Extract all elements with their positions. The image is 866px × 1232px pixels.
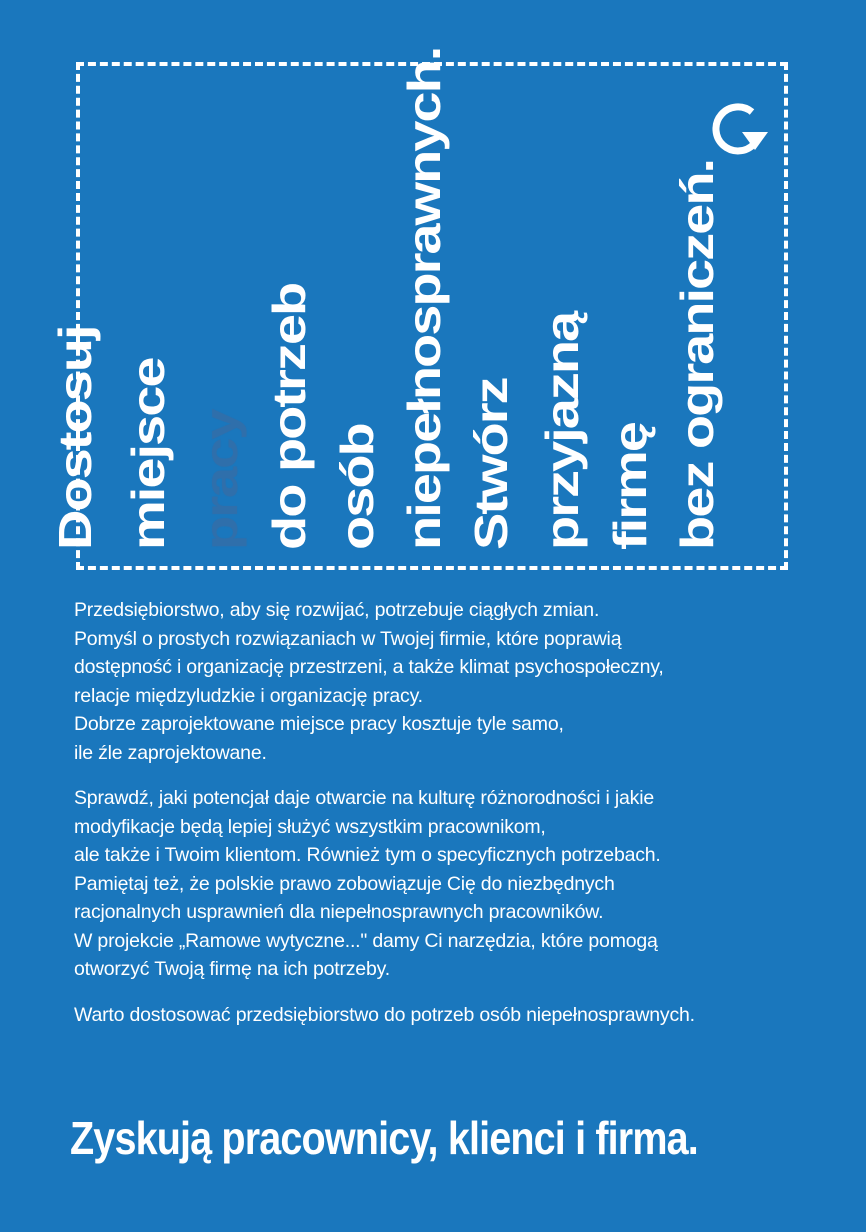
vertical-word-niepelnosprawnych: niepełnosprawnych. xyxy=(398,47,450,550)
vertical-word-osob: osób xyxy=(331,424,383,550)
text-line: Sprawdź, jaki potencjał daje otwarcie na kulturę różnorodności i jakie xyxy=(74,787,654,809)
paragraph-3 xyxy=(74,1001,834,1030)
text-line: relacje międzyludzkie i organizację pracy. xyxy=(74,684,423,707)
text-line: Pamiętaj też, że polskie prawo zobowiązuje Cię do niezbędnych xyxy=(74,872,615,895)
vertical-word-przyjazna: przyjazną xyxy=(536,312,588,550)
vertical-slogan xyxy=(0,0,866,560)
text-line: otworzyć Twoją firmę na ich potrzeby. xyxy=(74,958,390,980)
vertical-word-stworz: Stwórz xyxy=(465,378,517,550)
text-line: racjonalnych usprawnień dla niepełnosprawnych pracowników. xyxy=(74,901,604,923)
vertical-word-miejsce: miejsce xyxy=(122,358,174,550)
headline: Zyskują pracownicy, klienci i firma. xyxy=(70,1112,698,1164)
text-line: dostępność i organizację przestrzeni, a także klimat psychospołeczny, xyxy=(74,656,664,678)
text-line: W projekcie „Ramowe wytyczne..." damy Ci narzędzia, które pomogą xyxy=(74,929,658,952)
vertical-word-do-potrzeb: do potrzeb xyxy=(263,283,315,550)
paragraph-2 xyxy=(74,784,834,984)
text-line: Warto dostosować przedsiębiorstwo do potrzeb osób niepełnosprawnych. xyxy=(74,1003,695,1026)
text-line: ile źle zaprojektowane. xyxy=(74,741,267,764)
text-line: Przedsiębiorstwo, aby się rozwijać, potrzebuje ciągłych zmian. xyxy=(74,599,600,621)
paragraph-1 xyxy=(74,596,834,767)
body-text xyxy=(74,596,834,1046)
text-line: Pomyśl o prostych rozwiązaniach w Twojej firmie, które poprawią xyxy=(74,627,622,650)
vertical-word-firme: firmę xyxy=(604,423,656,550)
rotate-arrow-icon xyxy=(704,92,772,160)
text-line: modyfikacje będą lepiej służyć wszystkim pracownikom, xyxy=(74,815,546,838)
vertical-word-pracy: pracy xyxy=(195,410,247,550)
text-line: Dobrze zaprojektowane miejsce pracy kosztuje tyle samo, xyxy=(74,713,564,735)
vertical-word-dostosuj: Dostosuj xyxy=(49,326,101,550)
vertical-word-bez-ograniczen: bez ograniczeń. xyxy=(671,159,723,550)
text-line: ale także i Twoim klientom. Również tym o specyficznych potrzebach. xyxy=(74,844,661,866)
